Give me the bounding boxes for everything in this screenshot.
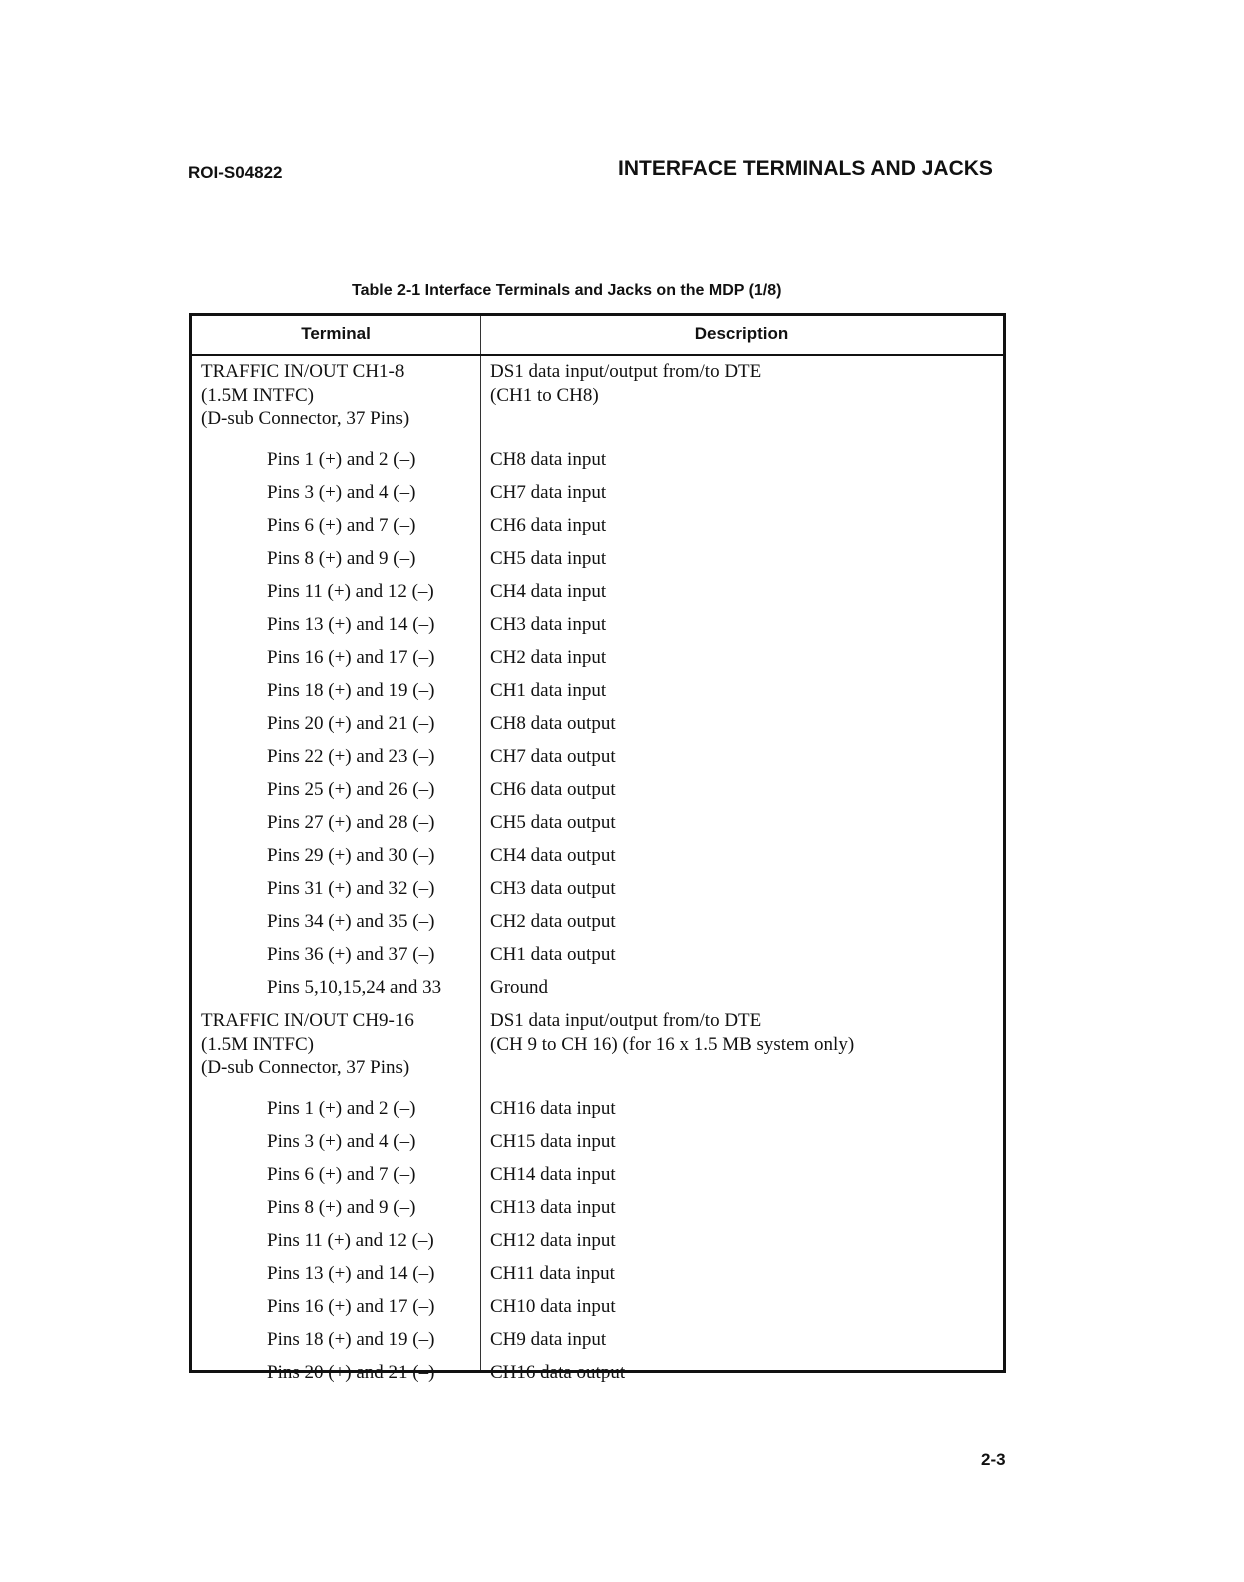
description-cell: CH10 data input: [490, 1296, 616, 1317]
table-row: [192, 943, 1003, 976]
terminal-cell: Pins 20 (+) and 21 (–): [267, 1362, 435, 1383]
terminal-cell: Pins 13 (+) and 14 (–): [267, 614, 435, 635]
table-row: [192, 811, 1003, 844]
table-row: [192, 1130, 1003, 1163]
terminal-cell: Pins 16 (+) and 17 (–): [267, 1296, 435, 1317]
description-cell: CH15 data input: [490, 1131, 616, 1152]
description-cell: CH7 data output: [490, 746, 616, 767]
terminal-cell: Pins 34 (+) and 35 (–): [267, 911, 435, 932]
table-row: [192, 910, 1003, 943]
table-row: [192, 1361, 1003, 1394]
table-row: [192, 778, 1003, 811]
terminal-cell: Pins 8 (+) and 9 (–): [267, 548, 416, 569]
description-cell: CH14 data input: [490, 1164, 616, 1185]
description-cell: CH11 data input: [490, 1263, 615, 1284]
table-row: [192, 1009, 1003, 1097]
terminal-cell: TRAFFIC IN/OUT CH9-16 (1.5M INTFC) (D-sub Connector, 37 Pins): [201, 1010, 414, 1078]
header-divider: [192, 354, 1003, 356]
terminal-cell: Pins 6 (+) and 7 (–): [267, 515, 416, 536]
terminal-cell: Pins 16 (+) and 17 (–): [267, 647, 435, 668]
table-row: [192, 1229, 1003, 1262]
table-row: [192, 547, 1003, 580]
table-caption: Table 2-1 Interface Terminals and Jacks on the MDP (1/8): [352, 282, 782, 299]
description-cell: Ground: [490, 977, 549, 998]
table-row: [192, 877, 1003, 910]
column-header-description: Description: [694, 324, 789, 343]
description-cell: CH8 data output: [490, 713, 616, 734]
table-body: [192, 360, 1003, 1394]
terminal-cell: Pins 22 (+) and 23 (–): [267, 746, 435, 767]
table-row: [192, 745, 1003, 778]
terminal-cell: Pins 5,10,15,24 and 33: [267, 977, 442, 998]
terminal-cell: Pins 8 (+) and 9 (–): [267, 1197, 416, 1218]
description-cell: CH13 data input: [490, 1197, 616, 1218]
table-row: [192, 1262, 1003, 1295]
terminal-cell: Pins 1 (+) and 2 (–): [267, 1098, 416, 1119]
description-cell: CH5 data input: [490, 548, 607, 569]
page-number: 2-3: [981, 1450, 1006, 1469]
terminal-cell: Pins 13 (+) and 14 (–): [267, 1263, 435, 1284]
description-cell: CH6 data input: [490, 515, 607, 536]
description-cell: CH5 data output: [490, 812, 616, 833]
description-cell: CH1 data input: [490, 680, 607, 701]
table-row: [192, 712, 1003, 745]
terminal-cell: Pins 18 (+) and 19 (–): [267, 680, 435, 701]
description-cell: CH2 data output: [490, 911, 616, 932]
terminal-cell: Pins 3 (+) and 4 (–): [267, 1131, 416, 1152]
terminal-cell: Pins 36 (+) and 37 (–): [267, 944, 435, 965]
description-cell: CH4 data output: [490, 845, 616, 866]
description-cell: CH9 data input: [490, 1329, 607, 1350]
terminal-cell: Pins 3 (+) and 4 (–): [267, 482, 416, 503]
description-cell: CH3 data output: [490, 878, 616, 899]
table-row: [192, 580, 1003, 613]
terminal-cell: Pins 25 (+) and 26 (–): [267, 779, 435, 800]
description-cell: DS1 data input/output from/to DTE (CH 9 to CH 16) (for 16 x 1.5 MB system only): [490, 1010, 855, 1055]
table-row: [192, 1196, 1003, 1229]
description-cell: CH1 data output: [490, 944, 616, 965]
table-row: [192, 613, 1003, 646]
terminal-cell: TRAFFIC IN/OUT CH1-8 (1.5M INTFC) (D-sub Connector, 37 Pins): [201, 361, 410, 429]
terminal-cell: Pins 11 (+) and 12 (–): [267, 1230, 434, 1251]
column-header-terminal: Terminal: [301, 324, 371, 343]
description-cell: CH3 data input: [490, 614, 607, 635]
description-cell: CH16 data input: [490, 1098, 616, 1119]
description-cell: DS1 data input/output from/to DTE (CH1 to CH8): [490, 361, 762, 406]
table-row: [192, 1295, 1003, 1328]
table-row: [192, 448, 1003, 481]
terminal-cell: Pins 6 (+) and 7 (–): [267, 1164, 416, 1185]
section-title: INTERFACE TERMINALS AND JACKS: [618, 157, 993, 180]
description-cell: CH16 data output: [490, 1362, 626, 1383]
description-cell: CH12 data input: [490, 1230, 616, 1251]
table-row: [192, 679, 1003, 712]
table-row: [192, 1328, 1003, 1361]
description-cell: CH8 data input: [490, 449, 607, 470]
terminals-table: [189, 313, 1006, 1383]
terminal-cell: Pins 29 (+) and 30 (–): [267, 845, 435, 866]
table-row: [192, 646, 1003, 679]
terminal-cell: Pins 27 (+) and 28 (–): [267, 812, 435, 833]
description-cell: CH2 data input: [490, 647, 607, 668]
document-id: ROI-S04822: [188, 163, 283, 182]
terminal-cell: Pins 1 (+) and 2 (–): [267, 449, 416, 470]
terminal-cell: Pins 18 (+) and 19 (–): [267, 1329, 435, 1350]
table-row: [192, 1097, 1003, 1130]
table-row: [192, 360, 1003, 448]
table-row: [192, 976, 1003, 1009]
terminal-cell: Pins 11 (+) and 12 (–): [267, 581, 434, 602]
table-row: [192, 514, 1003, 547]
terminal-cell: Pins 20 (+) and 21 (–): [267, 713, 435, 734]
terminal-cell: Pins 31 (+) and 32 (–): [267, 878, 435, 899]
description-cell: CH4 data input: [490, 581, 607, 602]
table-row: [192, 481, 1003, 514]
table-row: [192, 1163, 1003, 1196]
description-cell: CH7 data input: [490, 482, 607, 503]
description-cell: CH6 data output: [490, 779, 616, 800]
table-row: [192, 844, 1003, 877]
